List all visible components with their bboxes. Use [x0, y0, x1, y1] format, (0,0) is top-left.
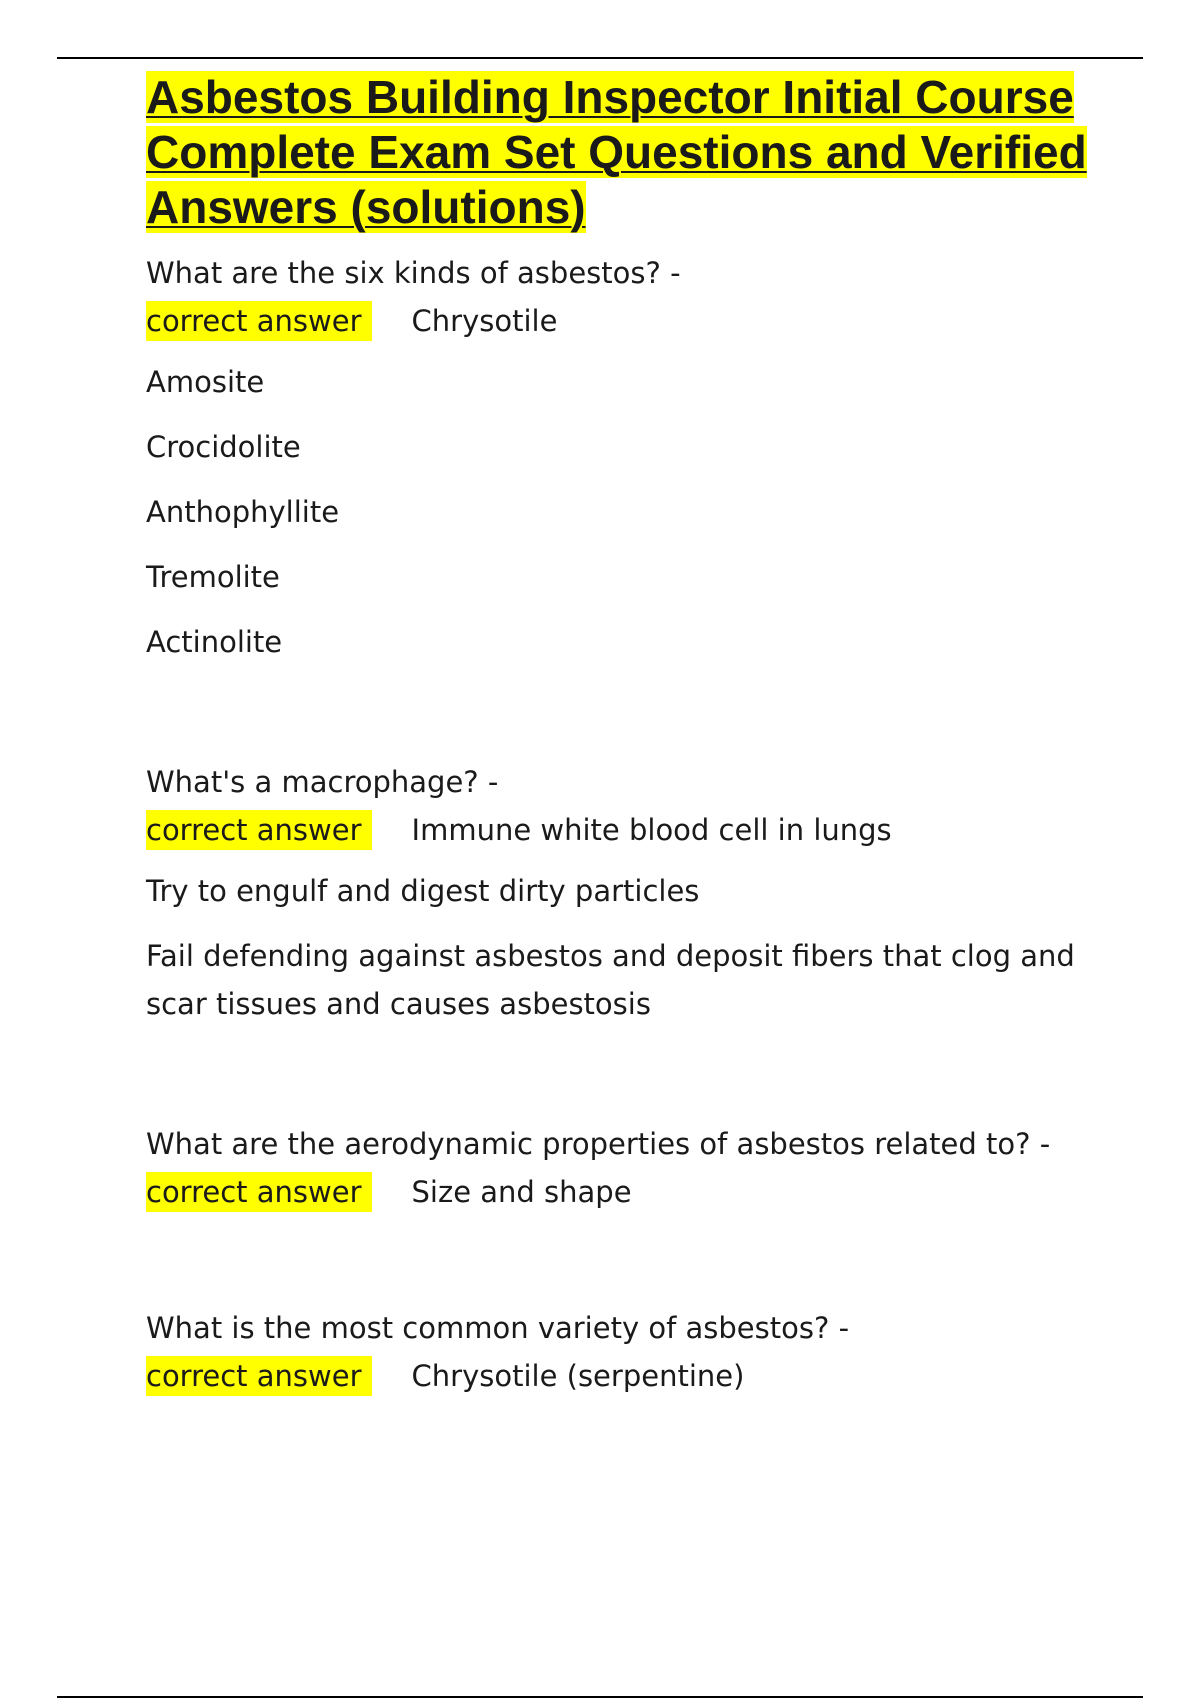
answer-line: Anthophyllite: [146, 495, 340, 529]
correct-answer-badge: correct answer: [146, 1172, 372, 1212]
correct-answer-badge: correct answer: [146, 301, 372, 341]
answer-line: Fail defending against asbestos and deposit fibers that clog and scar tissues and causes asbestosis: [146, 939, 1075, 1021]
qa-item: [146, 1124, 1106, 1212]
document-title: Asbestos Building Inspector Initial Course Complete Exam Set Questions and Verified Answers (solutions): [146, 71, 1087, 233]
correct-answer-badge: correct answer: [146, 1356, 372, 1396]
question-text: What is the most common variety of asbestos? -: [146, 1311, 850, 1345]
answer-row: [146, 1172, 1106, 1212]
answer-row: [146, 1356, 1106, 1396]
header-rule: [57, 57, 1143, 59]
qa-item: [146, 762, 1106, 1028]
answer-line: Tremolite: [146, 560, 280, 594]
qa-item: [146, 1308, 1106, 1396]
qa-item: [146, 253, 1106, 666]
answer-line: Amosite: [146, 365, 265, 399]
footer-rule: [57, 1696, 1143, 1698]
answer-text: Chrysotile (serpentine): [411, 1359, 745, 1393]
answer-text: Chrysotile: [411, 304, 558, 338]
answer-text: Immune white blood cell in lungs: [411, 813, 892, 847]
answer-text: Size and shape: [411, 1175, 632, 1209]
question-text: What's a macrophage? -: [146, 765, 499, 799]
correct-answer-badge: correct answer: [146, 810, 372, 850]
answer-line: Try to engulf and digest dirty particles: [146, 874, 700, 908]
answer-row: [146, 301, 1106, 341]
question-text: What are the aerodynamic properties of asbestos related to? -: [146, 1127, 1051, 1161]
answer-line: Actinolite: [146, 625, 283, 659]
answer-row: [146, 810, 1106, 850]
answer-line: Crocidolite: [146, 430, 301, 464]
question-text: What are the six kinds of asbestos? -: [146, 256, 681, 290]
document-page: [146, 70, 1106, 1396]
